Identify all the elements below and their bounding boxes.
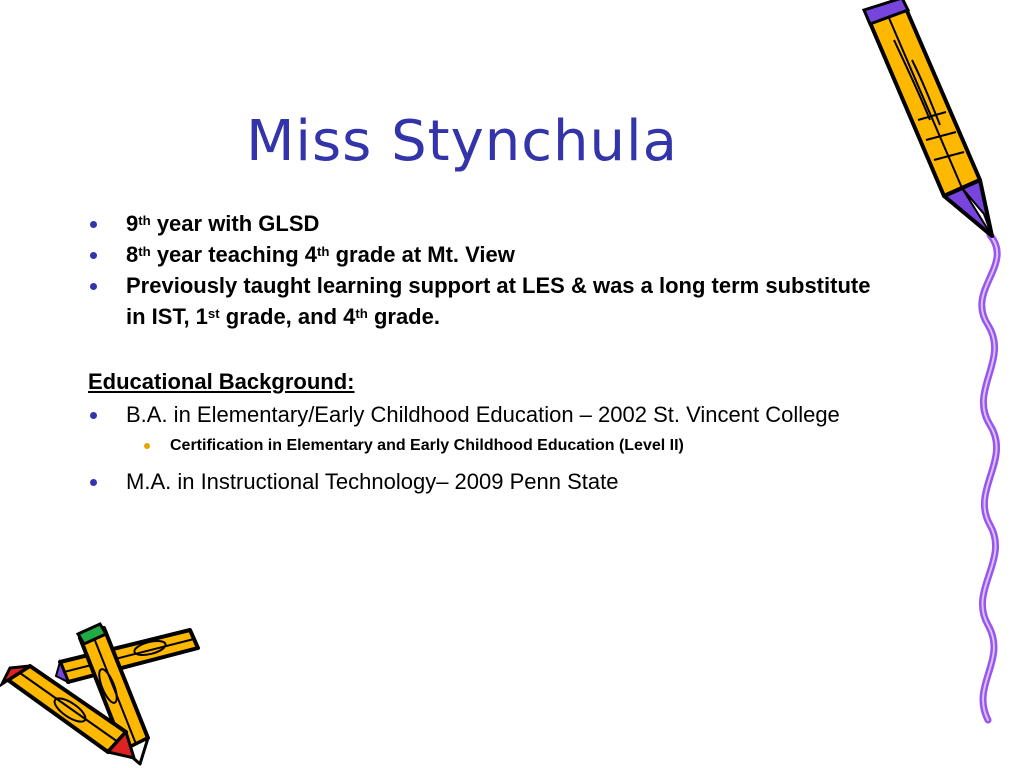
slide-content	[88, 208, 888, 497]
education-item-text: B.A. in Elementary/Early Childhood Education – 2002 St. Vincent College	[126, 402, 840, 427]
experience-item	[88, 270, 888, 332]
education-item	[88, 399, 888, 458]
text-segment: grade at Mt. View	[329, 242, 515, 267]
education-sub-list	[126, 434, 888, 458]
ordinal-suffix: st	[207, 306, 220, 322]
slide-title: Miss Stynchula	[246, 109, 678, 174]
text-segment: year teaching 4	[150, 242, 318, 267]
education-list	[88, 399, 888, 497]
ordinal-suffix: th	[138, 213, 151, 229]
squiggle-line-icon	[960, 230, 1020, 730]
text-segment: 9	[126, 211, 139, 236]
education-item	[88, 466, 888, 497]
experience-item	[88, 208, 888, 239]
text-segment: grade, and 4	[219, 304, 356, 329]
experience-item	[88, 239, 888, 270]
experience-list	[88, 208, 888, 332]
text-segment: Previously taught learning support at LES & was a long term substitute in IST, 1	[126, 273, 871, 329]
education-item-text: M.A. in Instructional Technology– 2009 Penn State	[126, 469, 619, 494]
text-segment: 8	[126, 242, 139, 267]
text-segment: grade.	[367, 304, 440, 329]
ordinal-suffix: th	[317, 244, 330, 260]
ordinal-suffix: th	[355, 306, 368, 322]
ordinal-suffix: th	[138, 244, 151, 260]
pencils-bottom-left-icon	[0, 618, 210, 768]
text-segment: year with GLSD	[150, 211, 320, 236]
certification-item: Certification in Elementary and Early Childhood Education (Level II)	[126, 434, 888, 458]
education-heading: Educational Background:	[88, 369, 355, 394]
